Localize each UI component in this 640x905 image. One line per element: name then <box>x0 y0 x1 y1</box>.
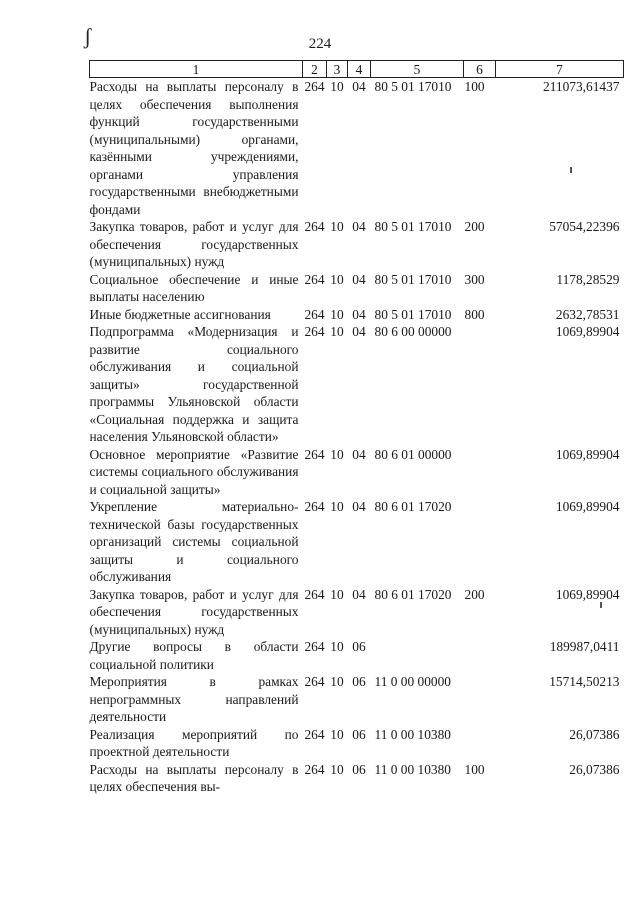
row-subsection: 04 <box>352 306 366 322</box>
page-number: 224 <box>308 36 332 52</box>
row-subsection: 04 <box>352 446 366 462</box>
table-row <box>90 218 624 271</box>
header-col-3: 3 <box>327 61 348 78</box>
row-expense-type <box>464 446 496 499</box>
table-row <box>90 498 624 586</box>
row-name: Подпрограмма «Модернизация и развитие социального обслуживания и социальной защиты» государственной программы Ульяновской области «Социальная поддержка и защита населения Ульяновской области» <box>89 324 299 444</box>
row-admin-code: 264 <box>304 271 325 287</box>
row-target-article: 11 0 00 00000 <box>374 674 451 689</box>
row-amount: 26,07386 <box>569 761 620 777</box>
row-admin-code: 264 <box>304 586 325 602</box>
row-section: 10 <box>330 219 344 234</box>
table-row <box>90 78 624 219</box>
scan-speck <box>570 167 572 173</box>
row-name: Мероприятия в рамках непрограммных направлений деятельности <box>89 674 299 724</box>
row-admin-code: 264 <box>304 306 325 322</box>
header-col-7: 7 <box>496 61 624 78</box>
row-section: 10 <box>330 674 344 689</box>
row-name: Иные бюджетные ассигнования <box>89 306 271 322</box>
row-subsection: 04 <box>352 79 366 94</box>
row-expense-type <box>464 726 496 761</box>
row-section: 10 <box>330 306 344 322</box>
row-target-article: 80 5 01 17010 <box>374 79 452 94</box>
row-amount: 189987,0411 <box>549 639 620 654</box>
table-row <box>90 323 624 446</box>
header-col-6: 6 <box>464 61 496 78</box>
row-section: 10 <box>330 639 344 654</box>
row-target-article: 80 5 01 17010 <box>374 219 452 234</box>
row-section: 10 <box>330 761 344 777</box>
header-col-4: 4 <box>348 61 371 78</box>
budget-table <box>89 60 624 796</box>
header-col-1: 1 <box>90 61 303 78</box>
header-col-5: 5 <box>371 61 464 78</box>
row-amount: 26,07386 <box>569 726 620 742</box>
row-admin-code: 264 <box>304 726 325 742</box>
row-section: 10 <box>330 446 344 462</box>
row-subsection: 06 <box>352 761 366 777</box>
row-name: Закупка товаров, работ и услуг для обеспечения государственных (муниципальных) нужд <box>89 219 299 269</box>
row-target-article: 11 0 00 10380 <box>374 726 451 742</box>
row-target-article: 80 5 01 17010 <box>374 271 452 287</box>
row-amount: 15714,50213 <box>549 674 620 689</box>
row-name: Закупка товаров, работ и услуг для обеспечения государственных (муниципальных) нужд <box>89 586 299 637</box>
row-target-article: 80 6 01 17020 <box>374 586 452 602</box>
row-admin-code: 264 <box>304 219 325 234</box>
row-amount: 1069,89904 <box>555 586 620 602</box>
row-admin-code: 264 <box>304 761 325 777</box>
row-admin-code: 264 <box>304 674 325 689</box>
row-amount: 2632,78531 <box>555 306 620 322</box>
row-name: Реализация мероприятий по проектной деятельности <box>89 726 299 759</box>
row-section: 10 <box>330 499 344 514</box>
row-admin-code: 264 <box>304 446 325 462</box>
row-target-article: 80 5 01 17010 <box>374 306 452 322</box>
row-expense-type: 300 <box>464 271 485 287</box>
row-name: Укрепление материально-технической базы государственных организаций системы социальной защиты и социального обслуживания <box>89 499 299 584</box>
row-section: 10 <box>330 586 344 602</box>
row-expense-type: 100 <box>464 79 485 94</box>
row-name: Социальное обеспечение и иные выплаты населению <box>89 271 299 304</box>
row-subsection: 04 <box>352 219 366 234</box>
row-name: Расходы на выплаты персоналу в целях обеспечения выполнения функций государственными (муниципальными) органами, казёнными учреждениями, органами управления государственными внебюджетными фондами <box>89 79 299 217</box>
row-subsection: 04 <box>352 271 366 287</box>
row-target-article: 80 6 01 17020 <box>374 499 452 514</box>
row-target-article <box>371 638 464 673</box>
row-amount: 211073,61437 <box>543 79 620 94</box>
table-row <box>90 761 624 796</box>
row-expense-type <box>464 638 496 673</box>
table-row <box>90 306 624 324</box>
row-name: Другие вопросы в области социальной политики <box>89 639 299 672</box>
row-expense-type <box>464 498 496 586</box>
row-amount: 1069,89904 <box>555 499 620 514</box>
row-section: 10 <box>330 271 344 287</box>
row-expense-type <box>464 323 496 446</box>
header-col-2: 2 <box>303 61 327 78</box>
row-target-article: 80 6 00 00000 <box>374 324 452 339</box>
table-row <box>90 638 624 673</box>
row-amount: 57054,22396 <box>549 219 620 234</box>
row-expense-type: 800 <box>464 306 485 322</box>
table-row <box>90 586 624 639</box>
row-subsection: 04 <box>352 324 366 339</box>
row-admin-code: 264 <box>304 324 325 339</box>
row-name: Основное мероприятие «Развитие системы социального обслуживания и социальной защиты» <box>89 446 299 497</box>
row-section: 10 <box>330 324 344 339</box>
row-expense-type: 200 <box>464 586 485 602</box>
scan-speck <box>600 602 602 608</box>
row-admin-code: 264 <box>304 79 325 94</box>
row-admin-code: 264 <box>304 639 325 654</box>
row-amount: 1178,28529 <box>556 271 620 287</box>
row-subsection: 04 <box>352 586 366 602</box>
row-name: Расходы на выплаты персоналу в целях обеспечения вы- <box>89 761 299 794</box>
table-row <box>90 271 624 306</box>
row-section: 10 <box>330 726 344 742</box>
row-subsection: 04 <box>352 499 366 514</box>
row-expense-type: 100 <box>464 761 485 777</box>
row-amount: 1069,89904 <box>555 446 620 462</box>
table-row <box>90 726 624 761</box>
row-subsection: 06 <box>352 674 366 689</box>
row-section: 10 <box>330 79 344 94</box>
row-admin-code: 264 <box>304 499 325 514</box>
row-expense-type: 200 <box>464 219 485 234</box>
row-expense-type <box>464 673 496 726</box>
row-target-article: 11 0 00 10380 <box>374 761 451 777</box>
margin-handwritten-mark: ʃ <box>84 24 92 49</box>
table-row <box>90 446 624 499</box>
row-subsection: 06 <box>352 639 366 654</box>
table-row <box>90 673 624 726</box>
row-subsection: 06 <box>352 726 366 742</box>
row-amount: 1069,89904 <box>555 324 620 339</box>
row-target-article: 80 6 01 00000 <box>374 446 452 462</box>
table-header-row <box>90 61 624 78</box>
